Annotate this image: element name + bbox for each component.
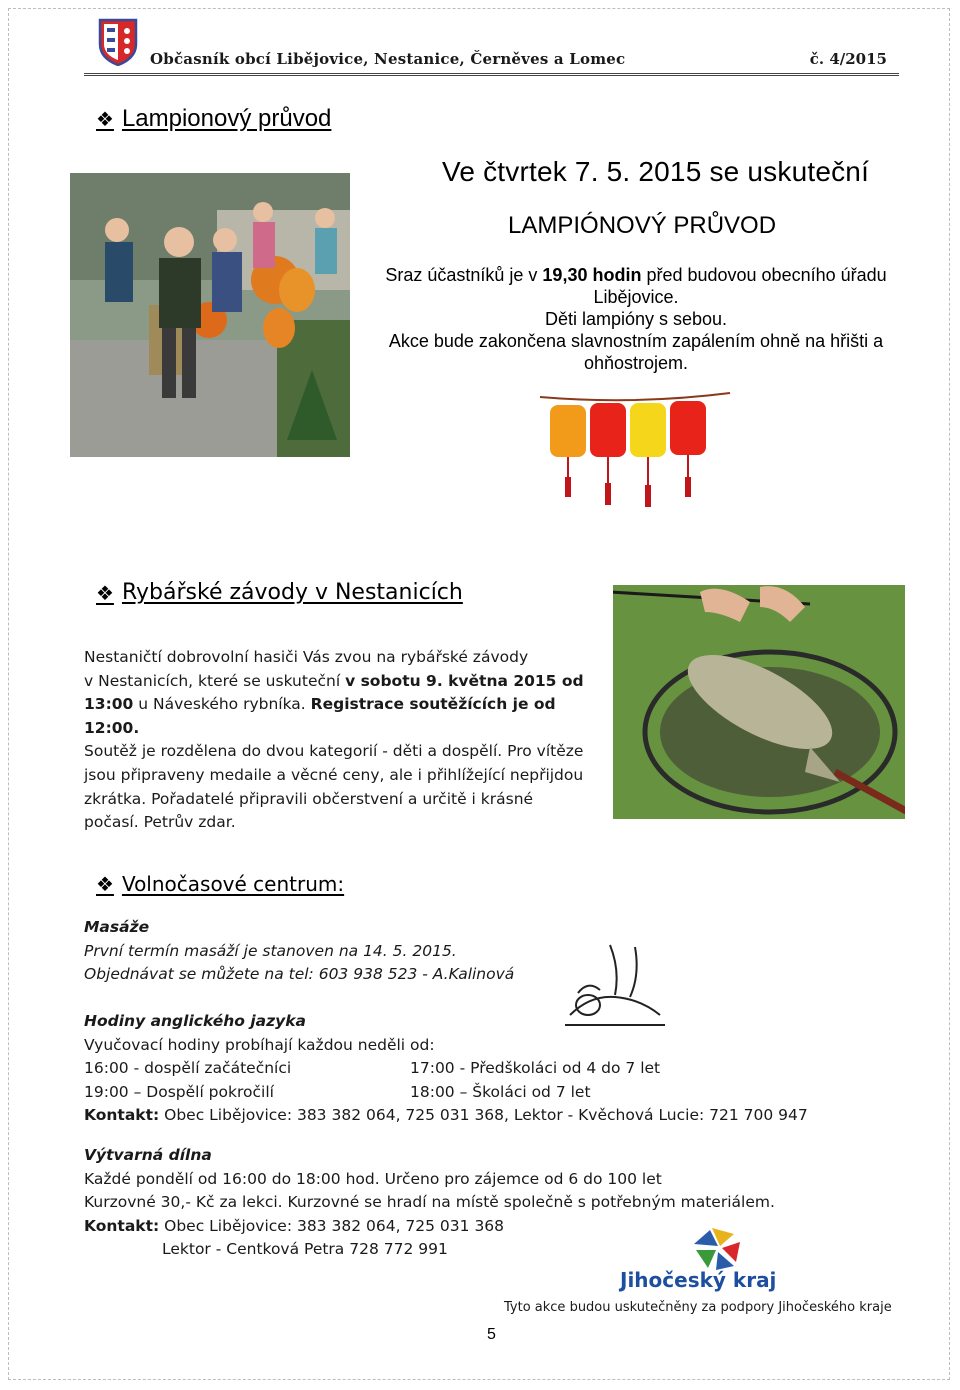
support-note: Tyto akce budou uskutečněny za podpory Jihočeského kraje (504, 1300, 892, 1315)
diamond-bullet-icon: ❖ (96, 872, 114, 896)
massage-heading: Masáže (84, 918, 150, 936)
english-contact: Kontakt: Obec Libějovice: 383 382 064, 725 031 368, Lektor - Kvěchová Lucie: 721 700 947 (84, 1106, 808, 1124)
page-number: 5 (487, 1326, 496, 1343)
massage-date: První termín masáží je stanoven na 14. 5. 2015. (84, 941, 457, 960)
english-slot: 17:00 - Předškoláci od 4 do 7 let (410, 1059, 661, 1077)
fishing-section-title (96, 580, 463, 605)
lampion-date-line: Ve čtvrtek 7. 5. 2015 se uskuteční (442, 156, 870, 187)
lampion-title-text: Lampionový průvod (121, 105, 332, 132)
leisure-centre-title-text: Volnočasové centrum: (121, 872, 345, 896)
fishing-line-7: počasí. Petrův zdar. (84, 813, 236, 832)
lampion-line-1: Sraz účastníků je v 19,30 hodin před budovou obecního úřadu (385, 265, 887, 285)
lampion-line-4: Akce bude zakončena slavnostním zapálením ohně na hřišti a (388, 331, 884, 351)
fishing-line-4: Soutěž je rozdělena do dvou kategorií - děti a dospělí. Pro vítěze (84, 742, 584, 761)
children-with-lanterns-photo (67, 170, 353, 460)
diamond-bullet-icon: ❖ (96, 108, 114, 131)
massage-booking: Objednávat se můžete na tel: 603 938 523 - A.Kalinová (84, 965, 515, 983)
english-schedule-row (84, 1081, 904, 1105)
lampion-heading: LAMPIÓNOVÝ PRŮVOD (508, 212, 777, 239)
jihocesky-kraj-logo-text: Jihočeský kraj (620, 1268, 777, 1292)
art-lector: Lektor - Centková Petra 728 772 991 (162, 1240, 448, 1258)
massage-block (84, 916, 514, 987)
english-slot: 18:00 – Školáci od 7 let (410, 1082, 591, 1101)
lampion-line-5: ohňostrojem. (583, 353, 689, 373)
english-slot: 16:00 - dospělí začátečníci (84, 1059, 292, 1077)
english-slot: 19:00 – Dospělí pokročilí (84, 1082, 274, 1101)
art-schedule: Každé pondělí od 16:00 do 18:00 hod. Určeno pro zájemce od 6 do 100 let (84, 1169, 662, 1188)
english-lessons-block (84, 1010, 904, 1128)
jihocesky-kraj-logo-icon (690, 1226, 742, 1272)
fishing-line-5: jsou připraveny medaile a věcné ceny, ale i přihlížející nepřijdou (84, 765, 584, 784)
fishing-line-2: v Nestanicích, které se uskuteční v sobotu 9. května 2015 od (84, 671, 584, 690)
art-workshop-block (84, 1144, 904, 1262)
lampion-section-title (96, 105, 331, 133)
fishing-line-6: zkrátka. Pořadatelé připravili občerstvení a určitě i krásné (84, 789, 534, 808)
art-fee: Kurzovné 30,- Kč za lekci. Kurzovné se hradí na místě společně s potřebným materiálem. (84, 1193, 775, 1211)
english-heading: Hodiny anglického jazyka (84, 1012, 306, 1030)
english-schedule-row (84, 1057, 904, 1081)
fishing-line-1: Nestaničtí dobrovolní hasiči Vás zvou na rybářské závody (84, 648, 529, 666)
diamond-bullet-icon: ❖ (96, 580, 114, 605)
art-heading: Výtvarná dílna (84, 1146, 212, 1164)
lampion-line-2: Libějovice. (593, 287, 679, 307)
fishing-description (84, 646, 604, 835)
lampion-line-3: Děti lampióny s sebou. (544, 309, 728, 329)
english-intro: Vyučovací hodiny probíhají každou neděli od: (84, 1035, 435, 1054)
paper-lanterns-illustration (535, 385, 735, 510)
fishing-title-text: Rybářské závody v Nestanicích (121, 580, 463, 605)
art-contact: Kontakt: Obec Libějovice: 383 382 064, 725 031 368 (84, 1216, 505, 1235)
municipal-crest-icon (98, 18, 138, 66)
issue-number: č. 4/2015 (809, 50, 887, 68)
lampion-details (366, 264, 906, 374)
carp-in-net-photo (610, 582, 908, 822)
fishing-line-3: 13:00 u Náveského rybníka. Registrace soutěžících je od 12:00. (84, 695, 556, 737)
header-divider (84, 73, 899, 76)
newsletter-title: Občasník obcí Libějovice, Nestanice, Černěves a Lomec (150, 50, 626, 68)
leisure-centre-section-title (96, 872, 344, 896)
